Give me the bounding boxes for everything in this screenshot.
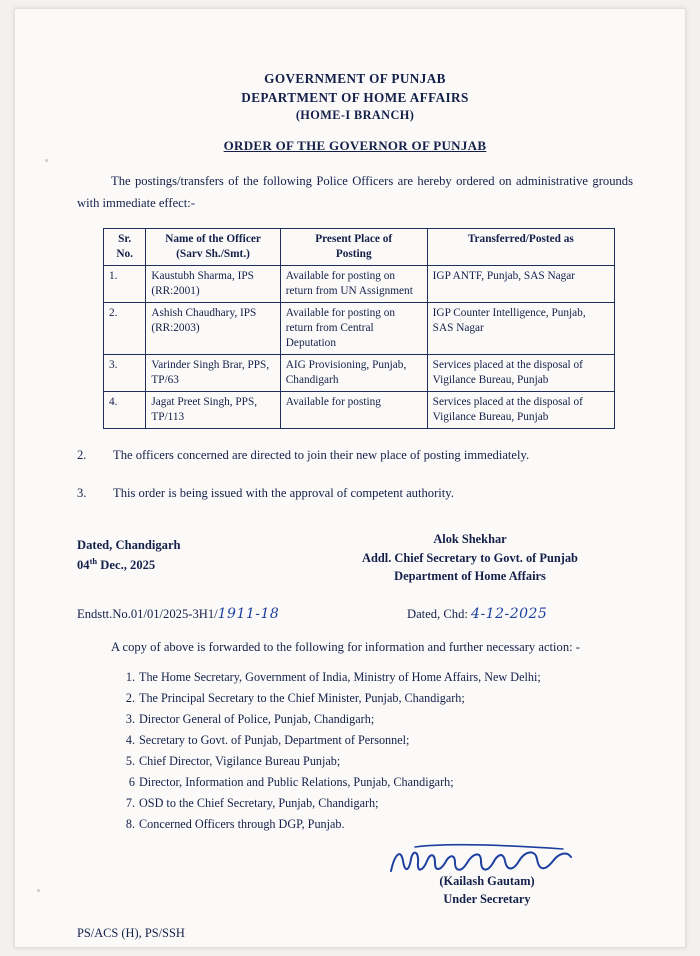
list-item — [125, 793, 633, 814]
list-item-number: 1. — [125, 669, 135, 684]
org-name: GOVERNMENT OF PUNJAB — [264, 71, 446, 86]
list-item-text: Concerned Officers through DGP, Punjab. — [139, 816, 345, 831]
table-row — [104, 266, 615, 303]
col-header-sr — [104, 229, 146, 266]
cell-name: Varinder Singh Brar, PPS, TP/63 — [146, 355, 280, 392]
officers-table — [103, 228, 615, 429]
list-item — [125, 814, 633, 835]
signing-officer-name: Alok Shekhar — [433, 532, 507, 546]
endorsement-date-handwritten: 4-12-2025 — [471, 606, 548, 622]
col-header-posted: Transferred/Posted as — [427, 229, 614, 266]
cell-name: Kaustubh Sharma, IPS (RR:2001) — [146, 266, 280, 303]
date-place-block — [77, 536, 181, 575]
list-item-number: 7. — [125, 795, 135, 810]
under-secretary-designation: Under Secretary — [443, 891, 531, 906]
recipients-list — [77, 667, 633, 835]
endorsement-date — [407, 604, 547, 624]
list-item-text: Chief Director, Vigilance Bureau Punjab; — [139, 753, 341, 768]
table-body — [104, 266, 615, 429]
cell-place: Available for posting on return from UN Assignment — [280, 266, 427, 303]
col-header-name-line2: (Sarv Sh./Smt.) — [176, 248, 250, 261]
list-item-number: 6 — [128, 774, 135, 789]
under-secretary-block — [77, 851, 633, 911]
list-item-number: 5. — [125, 753, 135, 768]
table-head — [104, 229, 615, 266]
list-item-text: Secretary to Govt. of Punjab, Department of Personnel; — [139, 732, 410, 747]
list-item-number: 4. — [125, 732, 135, 747]
signing-officer-block — [325, 530, 615, 586]
list-item-number: 8. — [125, 816, 135, 831]
col-header-sr-line2: No. — [116, 248, 133, 261]
endorsement-row — [77, 604, 633, 626]
endorsement-label: Endstt.No.01/01/2025-3H1/ — [77, 607, 218, 621]
intro-paragraph — [77, 170, 633, 214]
under-secretary-details — [377, 873, 597, 909]
paragraph-3-text: This order is being issued with the approval of competent authority. — [113, 485, 454, 500]
cell-posted: IGP ANTF, Punjab, SAS Nagar — [427, 266, 614, 303]
dated-place: Dated, Chandigarh — [77, 538, 181, 552]
cell-sr: 4. — [104, 392, 146, 429]
dated-suffix: th — [89, 555, 98, 566]
paragraph-3 — [77, 482, 633, 504]
list-item-text: The Principal Secretary to the Chief Minister, Punjab, Chandigarh; — [139, 690, 465, 705]
col-header-place-line2: Posting — [335, 248, 372, 261]
list-item — [125, 730, 633, 751]
endorsement-number — [77, 604, 279, 624]
list-item-text: Director General of Police, Punjab, Chandigarh; — [139, 711, 375, 726]
intro-text: The postings/transfers of the following Police Officers are hereby ordered on administrative grounds with immediate effect:- — [77, 173, 633, 210]
copy-forwarded-paragraph — [77, 636, 633, 659]
dated-rest: Dec., 2025 — [97, 558, 156, 573]
endorsement-handwritten-number: 1911-18 — [217, 606, 280, 622]
list-item-number: 3. — [125, 711, 135, 726]
col-header-name-line1: Name of the Officer — [165, 233, 261, 246]
order-title: ORDER OF THE GOVERNOR OF PUNJAB — [223, 138, 487, 154]
col-header-place — [280, 229, 427, 266]
paragraph-2 — [77, 444, 633, 466]
table-row — [104, 355, 615, 392]
cell-name: Ashish Chaudhary, IPS (RR:2003) — [146, 303, 280, 355]
cell-place: AIG Provisioning, Punjab, Chandigarh — [280, 355, 427, 392]
signing-officer-designation-1: Addl. Chief Secretary to Govt. of Punjab — [362, 550, 578, 565]
cell-sr: 1. — [104, 266, 146, 303]
department-name: DEPARTMENT OF HOME AFFAIRS — [241, 90, 469, 106]
copy-forwarded-text: A copy of above is forwarded to the following for information and further necessary action: - — [111, 640, 580, 654]
list-item-text: The Home Secretary, Government of India, Ministry of Home Affairs, New Delhi; — [139, 669, 541, 684]
paper-speck — [45, 159, 48, 162]
cell-posted: Services placed at the disposal of Vigilance Bureau, Punjab — [427, 392, 614, 429]
cell-posted: IGP Counter Intelligence, Punjab, SAS Nagar — [427, 303, 614, 355]
cell-name: Jagat Preet Singh, PPS, TP/113 — [146, 392, 280, 429]
paper-sheet — [14, 8, 686, 948]
cell-sr: 2. — [104, 303, 146, 355]
list-item — [125, 709, 633, 730]
list-item — [128, 772, 633, 793]
table-row — [104, 303, 615, 355]
cell-sr: 3. — [104, 355, 146, 392]
list-item-text: OSD to the Chief Secretary, Punjab, Chandigarh; — [139, 795, 379, 810]
dated-day: 04 — [77, 558, 90, 573]
endorsement-date-label: Dated, Chd: — [407, 607, 468, 621]
table-header-row — [104, 229, 615, 266]
paragraph-2-text: The officers concerned are directed to join their new place of posting immediately. — [113, 448, 530, 463]
paragraph-3-number: 3. — [77, 485, 87, 500]
under-secretary-name: (Kailash Gautam) — [439, 873, 535, 888]
list-item — [125, 688, 633, 709]
signing-officer-designation-2: Department of Home Affairs — [394, 569, 546, 584]
cell-place: Available for posting — [280, 392, 427, 429]
document-body — [77, 69, 633, 943]
col-header-sr-line1: Sr. — [118, 233, 132, 246]
branch-name: (HOME-I BRANCH) — [295, 108, 415, 123]
list-item-number: 2. — [125, 690, 135, 705]
footer-note: PS/ACS (H), PS/SSH — [77, 925, 185, 940]
list-item — [125, 751, 633, 772]
dated-date — [77, 555, 181, 575]
letterhead — [77, 69, 633, 125]
list-item — [125, 667, 633, 688]
list-item-text: Director, Information and Public Relations, Punjab, Chandigarh; — [139, 774, 454, 789]
paper-speck — [37, 889, 40, 892]
col-header-name — [146, 229, 280, 266]
signature-block — [77, 530, 633, 586]
table-row — [104, 392, 615, 429]
cell-place: Available for posting on return from Central Deputation — [280, 303, 427, 355]
col-header-place-line1: Present Place of — [315, 233, 393, 246]
cell-posted: Services placed at the disposal of Vigilance Bureau, Punjab — [427, 355, 614, 392]
paragraph-2-number: 2. — [77, 448, 87, 463]
